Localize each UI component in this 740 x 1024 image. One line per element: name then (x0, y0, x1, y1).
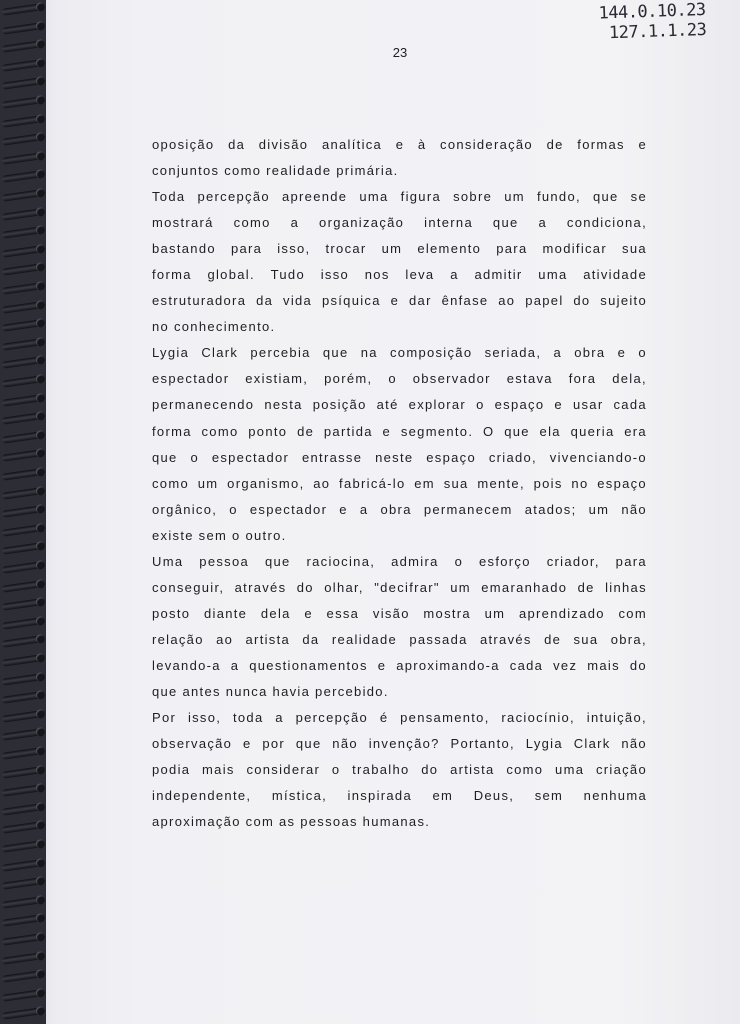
word: ao (216, 631, 234, 647)
text-line (152, 627, 647, 653)
word: em (432, 788, 454, 804)
word: o (476, 397, 485, 413)
binding-ring (2, 22, 43, 34)
word: sobre (453, 189, 493, 205)
word: espectador (211, 449, 290, 465)
binding-ring (2, 524, 43, 536)
binding-ring (2, 691, 43, 703)
word: explorar (408, 397, 467, 413)
word: diante (203, 605, 248, 621)
word: e (377, 657, 387, 673)
word: isso, (187, 710, 222, 726)
binding-ring (2, 301, 43, 313)
word: artista (245, 631, 291, 647)
word: do (296, 579, 314, 595)
word: estruturadora (152, 293, 247, 309)
binding-ring (2, 766, 43, 778)
binding-ring (2, 264, 43, 276)
word: que (152, 449, 178, 465)
word: essa (326, 605, 360, 621)
binding-ring (2, 357, 43, 369)
word: através (234, 579, 287, 595)
word: Lygia (152, 345, 190, 361)
word: e (382, 423, 392, 439)
binding-ring (2, 245, 43, 257)
word: um (381, 241, 403, 257)
word: nenhuma (583, 788, 647, 804)
word: admitir (474, 267, 523, 283)
word: na (360, 345, 378, 361)
word: espectador (249, 501, 328, 517)
word: permanecendo (152, 397, 255, 413)
binding-ring (2, 710, 43, 722)
binding-ring (2, 636, 43, 648)
word: do (629, 657, 647, 673)
word: olhar, (324, 579, 364, 595)
word: criado, (488, 449, 537, 465)
word: um (197, 475, 219, 491)
word: percepção (295, 710, 369, 726)
word: visão (372, 605, 410, 621)
word: por (262, 736, 286, 752)
word: papel (525, 293, 564, 309)
binding-ring (2, 840, 43, 852)
word: ênfase (441, 293, 489, 309)
word: fundo, (536, 189, 581, 205)
text-line (152, 288, 647, 314)
binding-ring (2, 877, 43, 889)
binding-ring (2, 468, 43, 480)
text-line (152, 184, 647, 210)
word: a (553, 345, 562, 361)
word: no (571, 475, 589, 491)
word: porém, (324, 371, 373, 387)
word: que (504, 423, 530, 439)
word: uma (555, 762, 585, 778)
annotation-line-1: 144.0.10.23 (598, 0, 706, 24)
word: mostra (423, 605, 471, 621)
word: questionamentos (249, 657, 368, 673)
word: apreende (281, 189, 348, 205)
word: linhas (605, 579, 647, 595)
word: de (546, 137, 564, 152)
binding-ring (2, 803, 43, 815)
word: forma (152, 267, 192, 283)
word: considerar (246, 762, 321, 778)
word: o (331, 762, 341, 778)
word: mostrará (152, 215, 214, 231)
binding-ring (2, 319, 43, 331)
word: como (201, 423, 239, 439)
binding-ring (2, 617, 43, 629)
word: fabricá-lo (339, 475, 406, 491)
binding-ring (2, 952, 43, 964)
word: independente, (152, 788, 252, 804)
binding-ring (2, 133, 43, 145)
word: à (417, 137, 427, 152)
word: atividade (583, 267, 647, 283)
word: Toda (152, 189, 186, 205)
word: posto (152, 605, 191, 621)
binding-ring (2, 822, 43, 834)
word: psíquica (321, 293, 381, 309)
binding-ring (2, 431, 43, 443)
word: toda (232, 710, 264, 726)
word: não (621, 501, 647, 517)
word: esforço (479, 553, 531, 569)
text-line (152, 366, 647, 392)
word: aproximando-a (396, 657, 500, 673)
text-line (152, 705, 647, 731)
word: dar (409, 293, 432, 309)
binding-ring (2, 1008, 43, 1020)
word: Portanto, (450, 736, 515, 752)
word: da (302, 631, 320, 647)
word: obra (574, 345, 606, 361)
word: que (322, 345, 349, 361)
word: composição (389, 345, 473, 361)
word: analítica (321, 137, 383, 152)
body-text (152, 132, 647, 835)
text-line (152, 549, 647, 575)
binding-ring (2, 152, 43, 164)
text-line (152, 210, 647, 236)
word: Lygia (525, 736, 563, 752)
word: que (264, 553, 291, 569)
word: a (290, 215, 300, 231)
word: leva (405, 267, 435, 283)
word: realidade (331, 631, 398, 647)
word: passada (409, 631, 468, 647)
word: e (554, 397, 563, 413)
word: global. (207, 267, 255, 283)
word: nos (364, 267, 390, 283)
word: figura (400, 189, 441, 205)
word: inspirada (347, 788, 412, 804)
word: o (388, 371, 397, 387)
word: a (538, 215, 547, 231)
binding-ring (2, 561, 43, 573)
word: um (484, 605, 506, 621)
binding-ring (2, 989, 43, 1001)
word: vez (553, 657, 578, 673)
word: era (624, 423, 647, 439)
word: se (630, 189, 647, 205)
word: mente, (477, 475, 525, 491)
handwritten-annotation (585, 0, 706, 44)
text-line: no conhecimento. (152, 319, 276, 335)
word: conseguir, (152, 579, 225, 595)
word: e (339, 501, 348, 517)
binding-ring (2, 78, 43, 90)
binding-ring (2, 208, 43, 220)
text-line (152, 445, 647, 471)
word: e (243, 736, 252, 752)
text-line (152, 471, 647, 497)
binding-ring (2, 598, 43, 610)
binding-ring (2, 654, 43, 666)
word: neste (375, 449, 414, 465)
word: o (638, 345, 647, 361)
word: condiciona, (566, 215, 647, 231)
text-line (152, 236, 647, 262)
word: relação (152, 631, 204, 647)
binding-ring (2, 115, 43, 127)
word: mais (202, 762, 235, 778)
word: levando-a (152, 657, 221, 673)
binding-ring (2, 673, 43, 685)
word: modificar (542, 241, 607, 257)
word: como (233, 215, 271, 231)
binding-ring (2, 729, 43, 741)
word: uma (359, 189, 389, 205)
word: existiam, (245, 371, 309, 387)
word: bastando (152, 241, 216, 257)
word: raciocínio, (501, 710, 575, 726)
word: fora (568, 371, 597, 387)
word: a (275, 710, 284, 726)
binding-ring (2, 970, 43, 982)
word: formas (577, 137, 625, 152)
word: isso, (277, 241, 311, 257)
word: até (376, 397, 399, 413)
binding-ring (2, 543, 43, 555)
word: organização (319, 215, 405, 231)
word: queria (570, 423, 615, 439)
binding-ring (2, 59, 43, 71)
binding-ring (2, 933, 43, 945)
word: de (297, 423, 315, 439)
word: pensamento, (400, 710, 490, 726)
word: em (414, 475, 435, 491)
text-line (152, 653, 647, 679)
binding-ring (2, 96, 43, 108)
word: intuição, (586, 710, 647, 726)
binding-ring (2, 505, 43, 517)
text-line: conjuntos como realidade primária. (152, 163, 399, 179)
word: aprendizado (518, 605, 605, 621)
binding-ring (2, 3, 43, 15)
word: interna (424, 215, 473, 231)
word: de (577, 579, 595, 595)
text-line (152, 783, 647, 809)
word: um (588, 501, 610, 517)
word: cada (509, 657, 544, 673)
word: admira (391, 553, 439, 569)
word: e (617, 345, 627, 361)
binding-ring (2, 859, 43, 871)
word: como (506, 762, 544, 778)
word: posição (312, 397, 367, 413)
word: ao (313, 475, 331, 491)
word: seriada, (484, 345, 542, 361)
word: criação (595, 762, 647, 778)
word: oposição (152, 137, 215, 152)
text-line (152, 419, 647, 445)
page-number: 23 (392, 45, 408, 60)
word: para (615, 553, 647, 569)
binding-ring (2, 450, 43, 462)
word: o (454, 553, 464, 569)
word: sua (443, 475, 469, 491)
word: o (229, 501, 238, 517)
text-line: que antes nunca havia percebido. (152, 683, 389, 699)
word: Tudo (270, 267, 305, 283)
word: Por (152, 710, 177, 726)
word: O (483, 423, 495, 439)
binding-ring (2, 338, 43, 350)
binding-ring (2, 487, 43, 499)
word: permanecem (423, 501, 513, 517)
word: orgânico, (152, 501, 218, 517)
binding-ring (2, 40, 43, 52)
text-line (152, 601, 647, 627)
word: podia (152, 762, 191, 778)
word: dela (260, 605, 291, 621)
word: mais (587, 657, 620, 673)
word: nesta (264, 397, 303, 413)
word: e (395, 137, 405, 152)
word: cada (613, 397, 647, 413)
text-line (152, 340, 647, 366)
binding-ring (2, 412, 43, 424)
word: ao (498, 293, 516, 309)
word: pois (533, 475, 563, 491)
word: do (421, 762, 439, 778)
word: a (230, 657, 240, 673)
binding-ring (2, 375, 43, 387)
word: espectador (152, 371, 230, 387)
word: vivenciando-o (549, 449, 647, 465)
word: a (359, 501, 369, 517)
word: sua (573, 631, 599, 647)
binding-ring (2, 171, 43, 183)
word: a (450, 267, 459, 283)
word: para (496, 241, 528, 257)
word: segmento. (400, 423, 474, 439)
text-line (152, 392, 647, 418)
word: um (450, 579, 471, 595)
word: para (230, 241, 263, 257)
text-line (152, 575, 647, 601)
word: Uma (152, 553, 184, 569)
word: sujeito (600, 293, 647, 309)
word: atados; (524, 501, 577, 517)
spiral-binding (0, 0, 46, 1024)
word: raciocina, (306, 553, 376, 569)
text-line (152, 497, 647, 523)
word: dela, (612, 371, 647, 387)
text-line (152, 757, 647, 783)
word: de (544, 631, 562, 647)
binding-ring (2, 896, 43, 908)
word: obra, (610, 631, 647, 647)
word: emaranhado (481, 579, 568, 595)
word: o (190, 449, 199, 465)
binding-ring (2, 784, 43, 796)
word: elemento (417, 241, 482, 257)
word: como (152, 475, 189, 491)
word: com (618, 605, 647, 621)
word: sua (622, 241, 647, 257)
word: espaço (426, 449, 476, 465)
binding-ring (2, 282, 43, 294)
text-line: aproximação com as pessoas humanas. (152, 814, 431, 830)
word: organismo, (227, 475, 305, 491)
word: isso (320, 267, 350, 283)
word: observador (412, 371, 491, 387)
word: obra (380, 501, 412, 517)
word: é (379, 710, 389, 726)
word: da (228, 137, 246, 152)
word: uma (538, 267, 568, 283)
binding-ring (2, 189, 43, 201)
word: percebia (250, 345, 311, 361)
word: sem (534, 788, 564, 804)
binding-ring (2, 226, 43, 238)
binding-ring (2, 394, 43, 406)
word: que (492, 215, 519, 231)
binding-ring (2, 915, 43, 927)
word: partida (323, 423, 373, 439)
word: não (332, 736, 358, 752)
word: vida (283, 293, 313, 309)
word: trocar (325, 241, 367, 257)
text-line (152, 132, 647, 158)
word: do (573, 293, 591, 309)
word: invenção? (368, 736, 440, 752)
word: que (295, 736, 322, 752)
word: entrasse (301, 449, 363, 465)
word: Deus, (473, 788, 515, 804)
word: Clark (201, 345, 239, 361)
word: criador, (546, 553, 600, 569)
word: espaço (597, 475, 647, 491)
binding-ring (2, 747, 43, 759)
word: trabalho (352, 762, 410, 778)
word: e (304, 605, 313, 621)
word: que (592, 189, 619, 205)
word: percepção (197, 189, 270, 205)
word: da (256, 293, 274, 309)
word: pessoa (199, 553, 250, 569)
word: consideração (440, 137, 533, 152)
word: um (504, 189, 525, 205)
word: "decifrar" (374, 579, 440, 595)
text-line: existe sem o outro. (152, 527, 287, 543)
annotation-line-2: 127.1.1.23 (608, 19, 707, 44)
word: e (638, 137, 647, 152)
word: artista (450, 762, 495, 778)
word: divisão (258, 137, 309, 152)
word: Clark (573, 736, 611, 752)
text-line (152, 262, 647, 288)
word: usar (572, 397, 604, 413)
word: estava (506, 371, 553, 387)
binding-ring (2, 580, 43, 592)
word: espaço (494, 397, 545, 413)
word: através (479, 631, 532, 647)
word: observação (152, 736, 233, 752)
word: forma (152, 423, 192, 439)
word: ela (539, 423, 561, 439)
word: e (390, 293, 400, 309)
text-line (152, 731, 647, 757)
word: não (621, 736, 647, 752)
word: ponto (248, 423, 288, 439)
word: mística, (271, 788, 328, 804)
